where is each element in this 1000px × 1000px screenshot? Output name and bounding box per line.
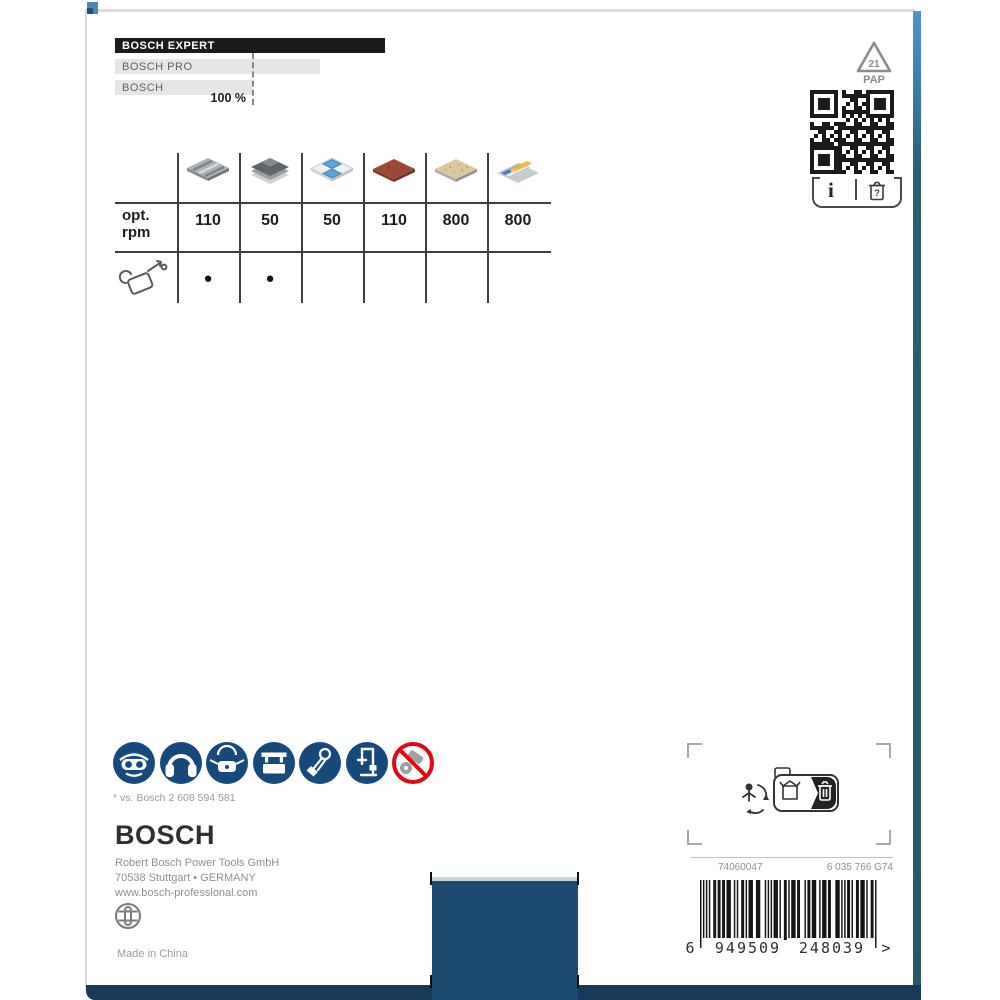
- hundred-percent-label: 100 %: [210, 91, 246, 105]
- hundred-percent-line: [252, 53, 254, 105]
- gridline: [115, 202, 551, 204]
- rpm-value: 800: [504, 212, 532, 229]
- rpm-row-label: opt. rpm: [122, 207, 151, 241]
- rpm-value: 800: [442, 212, 470, 229]
- bracket-stub: [812, 177, 820, 179]
- ean-lead-digit: 6: [685, 939, 697, 957]
- ceramic-tiles-icon: [301, 156, 363, 191]
- no-angle-grinder-icon: [391, 741, 435, 785]
- part-number: 74060047: [718, 862, 763, 873]
- qr-code: [810, 90, 894, 174]
- ean-digit-group: 949509: [708, 940, 788, 957]
- applicability-dot: ●: [265, 270, 275, 287]
- rpm-value: 50: [323, 212, 341, 229]
- gridline: [115, 251, 551, 253]
- clamp-workpiece-icon: [252, 741, 296, 785]
- rpm-value: 50: [261, 212, 279, 229]
- manufacturer-address: [115, 856, 279, 901]
- pap-recycling-symbol: [852, 38, 896, 91]
- oil-lubricant-icon: [119, 256, 173, 309]
- ean-trail-char: >: [881, 939, 893, 957]
- wear-dust-mask-icon: [205, 741, 249, 785]
- pipes-profiles-icon: [487, 156, 549, 191]
- print-codes: [690, 862, 893, 873]
- crop-mark: [687, 830, 702, 845]
- package-right-edge: [913, 11, 921, 1000]
- die-cut-mark: [430, 975, 432, 988]
- bracket-stub: [894, 177, 902, 179]
- triman-recycling-icon: [736, 780, 770, 814]
- sorting-info-icon: [772, 766, 840, 820]
- waste-bin-query-icon: [867, 179, 887, 203]
- package-top-edge: [85, 9, 915, 12]
- recycling-number: 21: [868, 59, 880, 70]
- made-in-label: Made in China: [117, 948, 188, 960]
- die-cut-mark: [430, 872, 432, 885]
- use-rotary-drill-icon: [298, 741, 342, 785]
- svg-text:?: ?: [874, 188, 880, 198]
- corrugated-metal-sheet-icon: [177, 156, 239, 191]
- applicability-dot: ●: [203, 270, 213, 287]
- brand-bar-standard-label: BOSCH: [122, 81, 164, 94]
- safety-pictogram-row: [112, 741, 438, 785]
- address-line: Robert Bosch Power Tools GmbH: [115, 857, 280, 869]
- comparison-footnote: * vs. Bosch 2 608 594 581: [113, 792, 236, 804]
- crop-mark: [876, 830, 891, 845]
- wear-ear-protection-icon: [159, 741, 203, 785]
- applicability-dot: [425, 254, 487, 304]
- rpm-value: 110: [381, 212, 407, 229]
- wood-board-icon: [425, 156, 487, 191]
- die-cut-mark: [577, 872, 579, 885]
- masonry-brick-icon: [363, 156, 425, 191]
- use-drill-stand-icon: [345, 741, 389, 785]
- rpm-value: 110: [195, 212, 221, 229]
- order-number: 6 035 766 G74: [826, 862, 893, 873]
- applicability-dot: [301, 254, 363, 304]
- bosch-armature-logo: [114, 902, 142, 930]
- crop-mark: [687, 743, 702, 758]
- materials-table: [115, 150, 551, 308]
- bracket-divider: [855, 179, 857, 200]
- address-line: www.bosch-professional.com: [115, 887, 258, 899]
- recycling-code: PAP: [863, 74, 885, 86]
- package-left-edge: [85, 9, 87, 987]
- bosch-logo-text: BOSCH: [115, 820, 216, 850]
- brand-bar-expert-label: BOSCH EXPERT: [122, 39, 215, 52]
- ean-digit-group: 248039: [794, 940, 870, 957]
- crop-mark: [876, 743, 891, 758]
- sheet-metal-stack-icon: [239, 156, 301, 191]
- hanging-tab: [432, 877, 578, 1000]
- brand-bar-pro: [115, 59, 320, 74]
- applicability-dot: [487, 254, 549, 304]
- brand-bar-pro-label: BOSCH PRO: [122, 60, 193, 73]
- wear-eye-protection-icon: [112, 741, 156, 785]
- info-disposal-panel: [812, 177, 902, 208]
- applicability-dot: [363, 254, 425, 304]
- die-cut-mark: [577, 975, 579, 988]
- package-corner-notch: [87, 2, 98, 14]
- brand-bar-expert: [115, 38, 385, 53]
- info-icon: i: [828, 178, 834, 202]
- codes-rule: [690, 857, 893, 858]
- address-line: 70538 Stuttgart • GERMANY: [115, 872, 256, 884]
